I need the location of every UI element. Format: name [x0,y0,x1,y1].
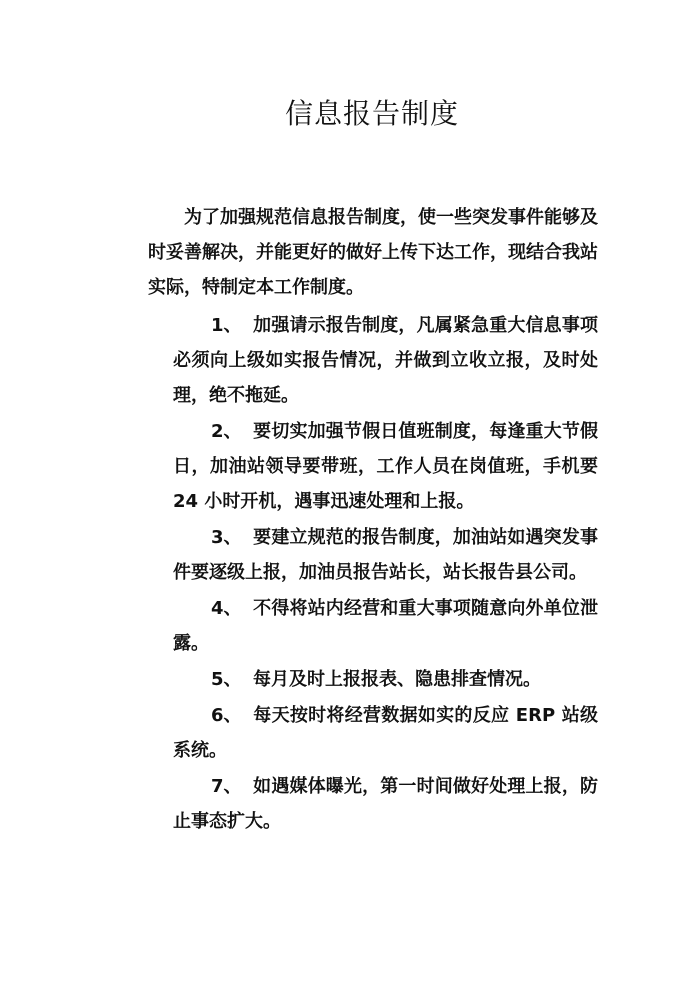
item-text: 不得将站内经营和重大事项随意向外单位泄露。 [173,598,598,654]
list-item [173,414,598,519]
list-item [173,591,598,661]
item-text: 每月及时上报报表、隐患排查情况。 [253,669,541,690]
list-item [173,769,598,839]
item-number: 5、 [211,669,242,690]
item-number: 2、 [211,421,242,442]
item-text: 每天按时将经营数据如实的反应 ERP 站级系统。 [173,705,598,761]
item-number: 1、 [211,315,242,336]
item-text: 加强请示报告制度，凡属紧急重大信息事项必须向上级如实报告情况，并做到立收立报，及时处理，绝不拖延。 [173,315,598,406]
intro-paragraph: 为了加强规范信息报告制度，使一些突发事件能够及时妥善解决，并能更好的做好上传下达工作，现结合我站实际，特制定本工作制度。 [148,207,598,298]
item-text: 如遇媒体曝光，第一时间做好处理上报，防止事态扩大。 [173,776,598,832]
regulation-list [173,308,598,840]
document-title: 信息报告制度 [284,97,459,130]
item-number: 4、 [211,598,242,619]
item-number: 7、 [211,776,242,797]
item-number: 6、 [211,705,242,726]
list-item [173,520,598,590]
item-text: 要切实加强节假日值班制度，每逢重大节假日，加油站领导要带班，工作人员在岗值班，手机要 24 小时开机，遇事迅速处理和上报。 [173,421,598,512]
list-item [173,662,598,697]
list-item [173,698,598,768]
list-item [173,308,598,413]
item-number: 3、 [211,527,242,548]
item-text: 要建立规范的报告制度，加油站如遇突发事件要逐级上报，加油员报告站长，站长报告县公司。 [173,527,598,583]
